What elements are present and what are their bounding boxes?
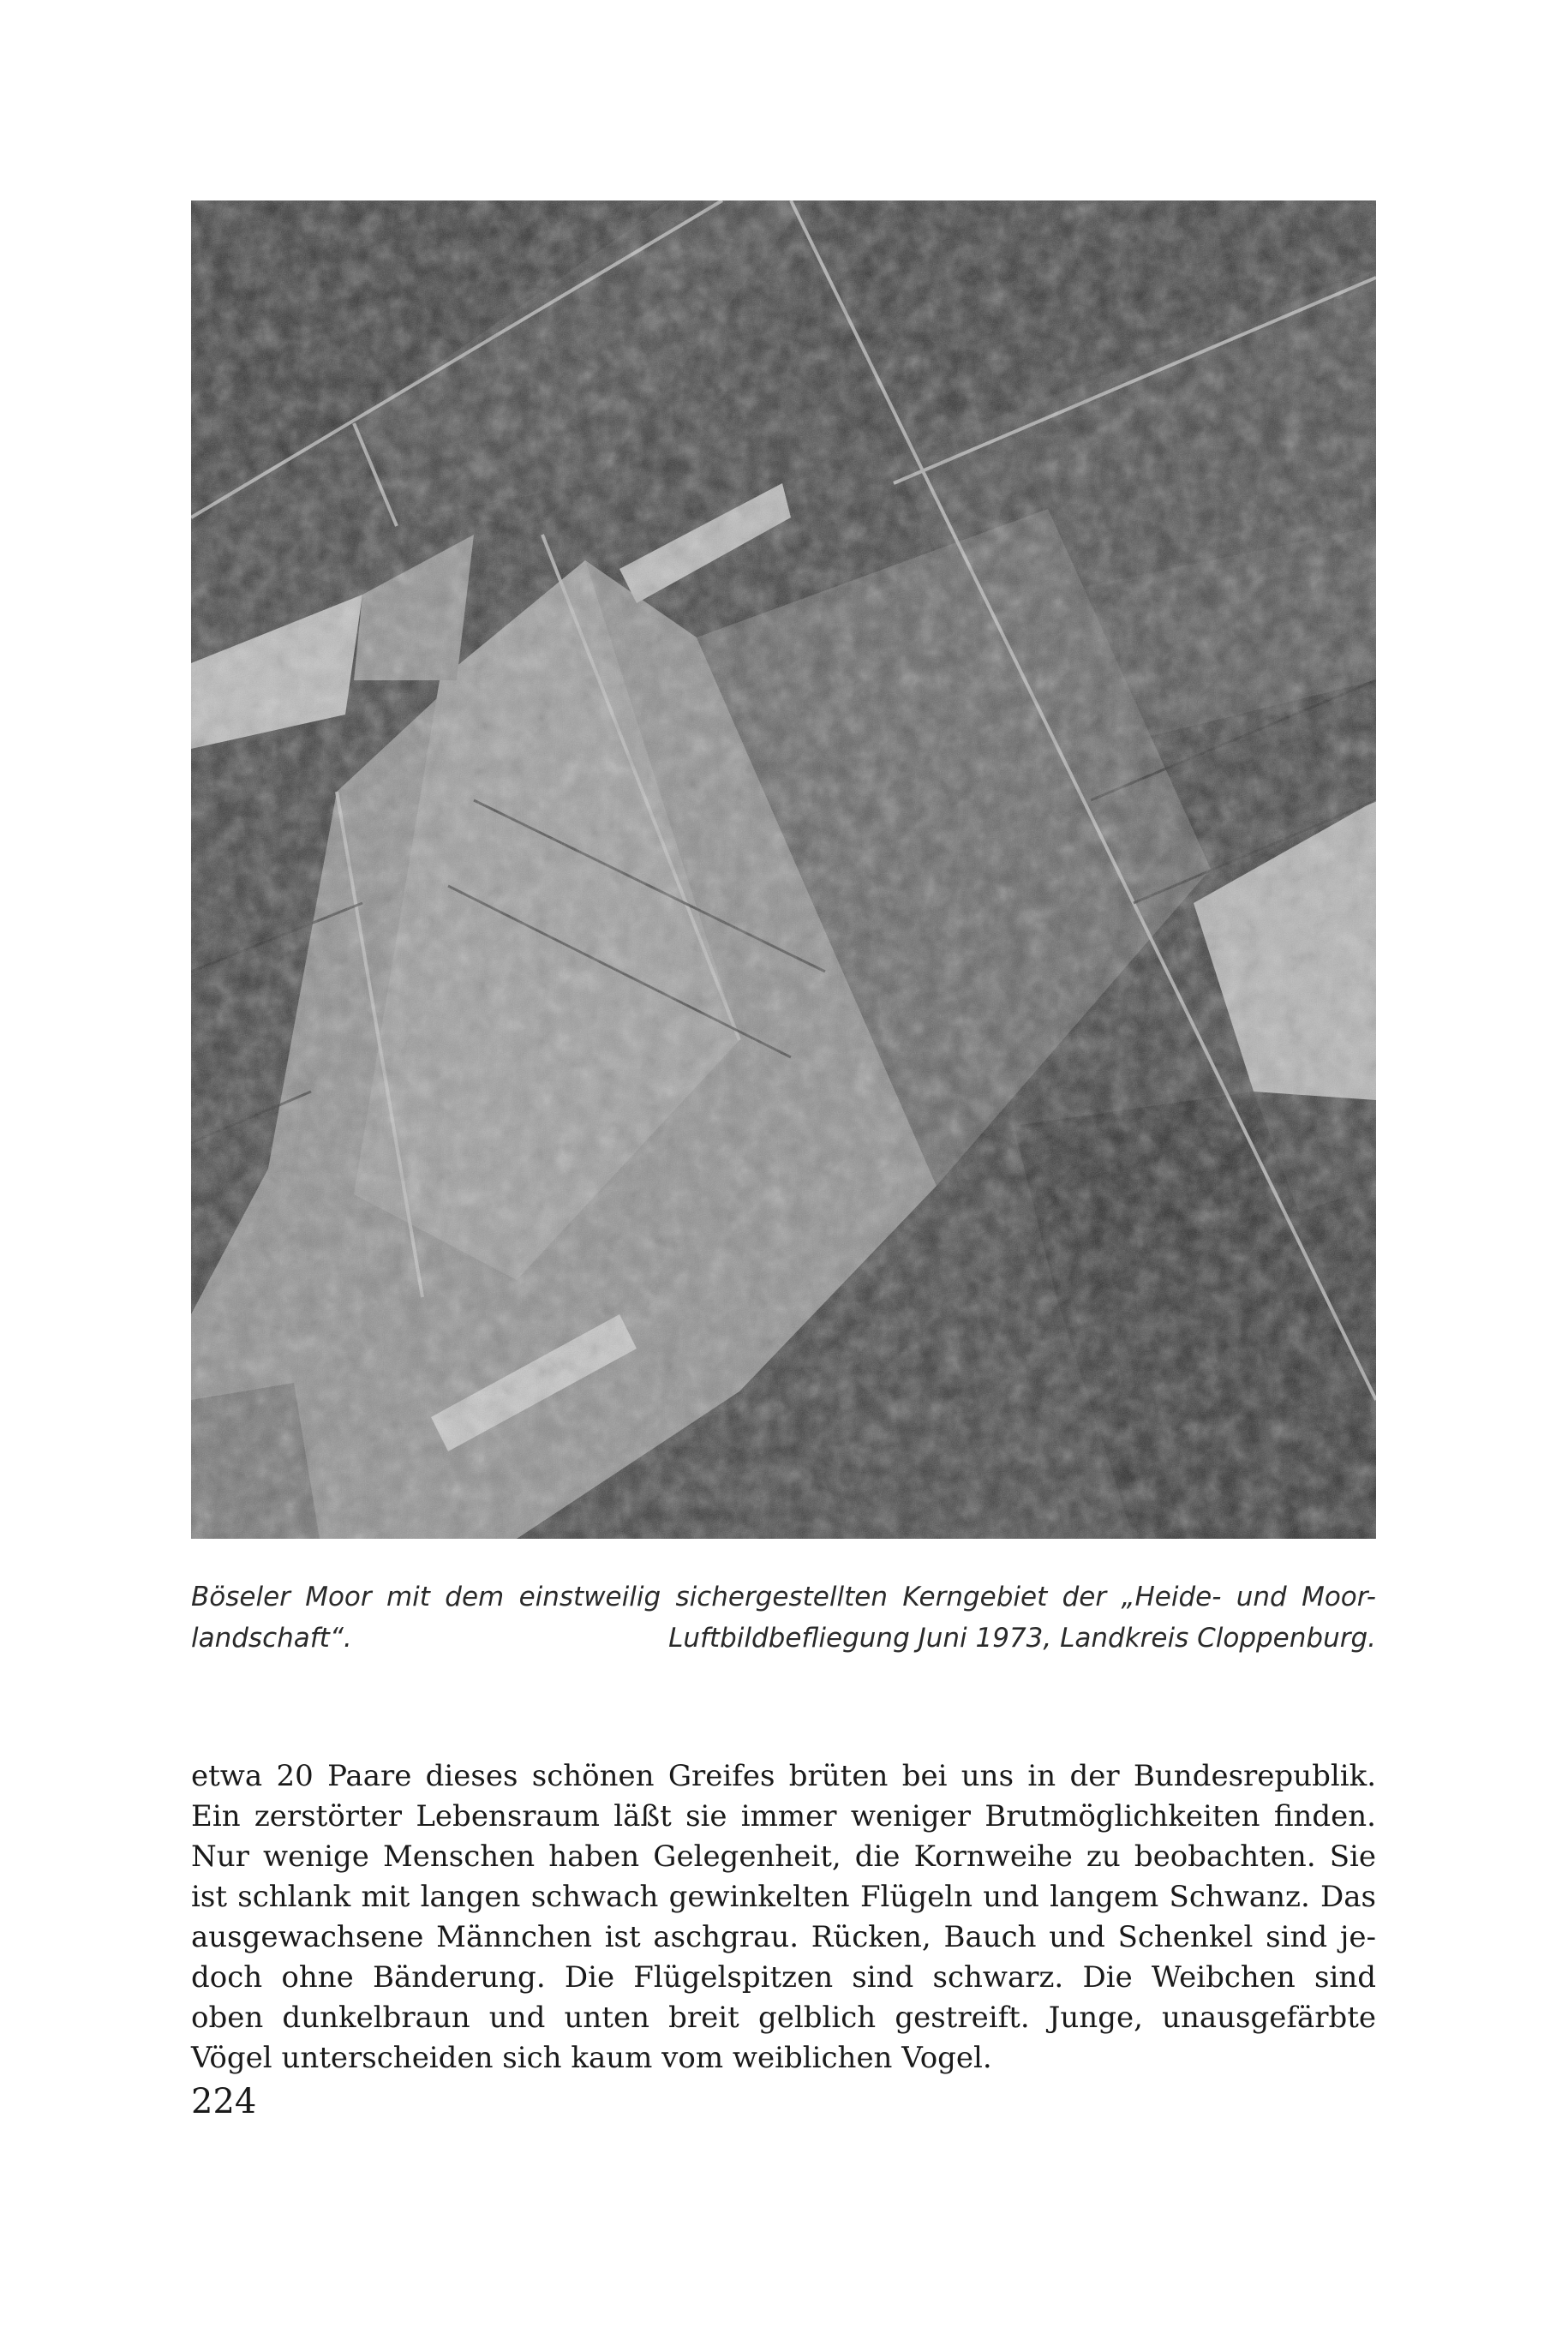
page-number: 224 [191,2082,257,2121]
body-line-5: ausgewachsene Männchen ist aschgrau. Rücken, Bauch und Schenkel sind je- [191,1920,1376,1954]
body-line-1: etwa 20 Paare dieses schönen Greifes brüten bei uns in der Bundesrepublik. [191,1759,1376,1793]
body-line-4: ist schlank mit langen schwach gewinkelten Flügeln und langem Schwanz. Das [191,1880,1376,1914]
caption-line-1: Böseler Moor mit dem einstweilig sichergestellten Kerngebiet der „Heide- und Moor- [191,1582,1376,1612]
body-line-3: Nur wenige Menschen haben Gelegenheit, die Kornweihe zu beobachten. Sie [191,1839,1376,1874]
caption-credit: Luftbildbefliegung Juni 1973, Landkreis Cloppenburg. [668,1623,1376,1654]
aerial-photo [191,200,1376,1539]
body-line-8: Vögel unterscheiden sich kaum vom weiblichen Vogel. [191,2041,992,2075]
body-line-2: Ein zerstörter Lebensraum läßt sie immer weniger Brutmöglichkeiten finden. [191,1799,1376,1833]
body-paragraph [191,1756,1376,2079]
body-line-6: doch ohne Bänderung. Die Flügelspitzen sind schwarz. Die Weibchen sind [191,1960,1376,1995]
aerial-photo-icon [191,200,1376,1539]
caption-line-2-left: landschaft“. [191,1623,352,1654]
caption-line-2 [191,1618,1376,1659]
body-line-7: oben dunkelbraun und unten breit gelblich gestreift. Junge, unausgefärbte [191,2001,1376,2035]
photo-caption [191,1576,1376,1659]
